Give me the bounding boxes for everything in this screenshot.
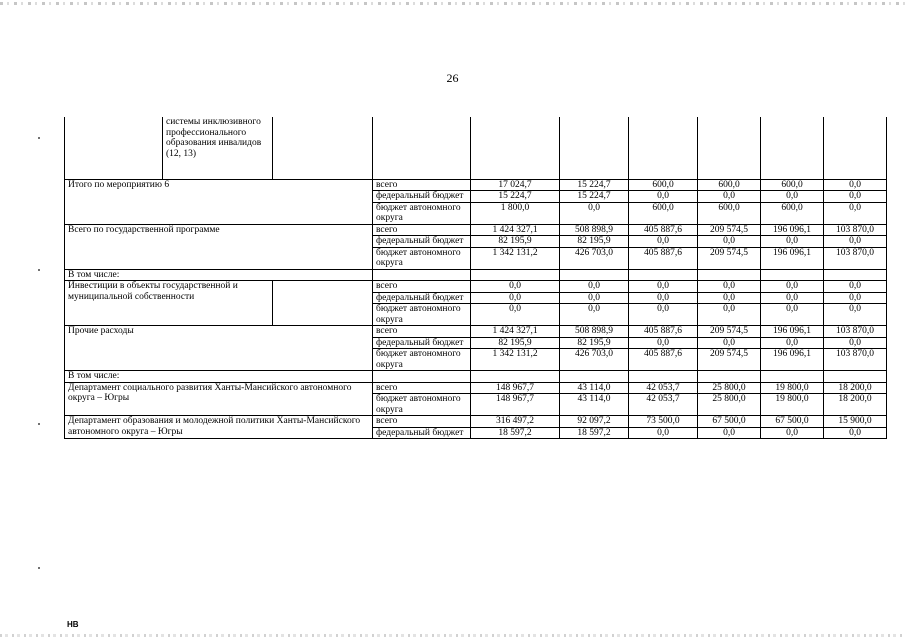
- cell-value: 0,0: [824, 292, 887, 304]
- section-title: Департамент образования и молодежной политики Ханты-Мансийского автономного округа – Югры: [65, 416, 373, 439]
- cell-value: 0,0: [761, 427, 824, 439]
- cell-value: 0,0: [560, 202, 629, 224]
- carry-over-row: [65, 117, 887, 179]
- funding-source: бюджет автономного округа: [373, 394, 471, 416]
- cell-value: 0,0: [824, 281, 887, 293]
- cell-value: 405 887,6: [629, 247, 698, 269]
- cell-value: 0,0: [560, 281, 629, 293]
- cell-value: 0,0: [629, 292, 698, 304]
- cell-value: 209 574,5: [698, 326, 761, 338]
- cell-value: 43 114,0: [560, 382, 629, 394]
- cell-value: 0,0: [824, 179, 887, 191]
- cell-value: 103 870,0: [824, 247, 887, 269]
- including-label: В том числе:: [65, 269, 373, 281]
- cell-value: 0,0: [560, 304, 629, 326]
- cell-value: 18 200,0: [824, 382, 887, 394]
- cell-total: 17 024,7: [471, 179, 560, 191]
- cell-value: 600,0: [629, 179, 698, 191]
- funding-source: федеральный бюджет: [373, 191, 471, 203]
- cell-value: 196 096,1: [761, 247, 824, 269]
- cell-total: 1 342 131,2: [471, 349, 560, 371]
- cell-value: 103 870,0: [824, 349, 887, 371]
- funding-source: всего: [373, 179, 471, 191]
- cell-value: 73 500,0: [629, 416, 698, 428]
- cell-value: 0,0: [629, 337, 698, 349]
- cell-value: 0,0: [560, 292, 629, 304]
- cell-value: 25 800,0: [698, 382, 761, 394]
- cell-value: 426 703,0: [560, 247, 629, 269]
- cell-value: 0,0: [698, 281, 761, 293]
- cell-total: 316 497,2: [471, 416, 560, 428]
- section-title: Всего по государственной программе: [65, 224, 373, 269]
- punch-dot: [38, 423, 40, 425]
- funding-source: бюджет автономного округа: [373, 202, 471, 224]
- cell-value: 600,0: [761, 179, 824, 191]
- punch-dot: [38, 567, 40, 569]
- cell-value: 0,0: [761, 337, 824, 349]
- cell-value: 196 096,1: [761, 224, 824, 236]
- cell-value: 0,0: [698, 191, 761, 203]
- funding-source: федеральный бюджет: [373, 292, 471, 304]
- cell-total: 148 967,7: [471, 382, 560, 394]
- table-row: [65, 179, 887, 191]
- cell-value: 405 887,6: [629, 224, 698, 236]
- cell-value: 18 597,2: [560, 427, 629, 439]
- cell-value: 0,0: [761, 191, 824, 203]
- cell-value: 196 096,1: [761, 349, 824, 371]
- cell-value: 0,0: [629, 191, 698, 203]
- cell-total: 15 224,7: [471, 191, 560, 203]
- cell-total: 82 195,9: [471, 337, 560, 349]
- punch-dot: [38, 269, 40, 271]
- cell-total: 1 800,0: [471, 202, 560, 224]
- funding-source: федеральный бюджет: [373, 337, 471, 349]
- cell-value: 600,0: [629, 202, 698, 224]
- cell-value: 0,0: [824, 236, 887, 248]
- cell-value: 0,0: [629, 281, 698, 293]
- cell-value: 426 703,0: [560, 349, 629, 371]
- cell-total: 1 342 131,2: [471, 247, 560, 269]
- cell-value: 0,0: [761, 304, 824, 326]
- cell-total: 1 424 327,1: [471, 224, 560, 236]
- cell-value: 600,0: [698, 179, 761, 191]
- cell-value: 67 500,0: [698, 416, 761, 428]
- funding-source: всего: [373, 416, 471, 428]
- cell-value: 0,0: [824, 427, 887, 439]
- funding-source: бюджет автономного округа: [373, 247, 471, 269]
- funding-source: бюджет автономного округа: [373, 304, 471, 326]
- funding-source: федеральный бюджет: [373, 427, 471, 439]
- cell-value: 15 900,0: [824, 416, 887, 428]
- table-row: [65, 382, 887, 394]
- funding-source: всего: [373, 326, 471, 338]
- cell-value: 600,0: [761, 202, 824, 224]
- cell-total: 1 424 327,1: [471, 326, 560, 338]
- cell-total: 0,0: [471, 304, 560, 326]
- cell-value: 43 114,0: [560, 394, 629, 416]
- section-title: Департамент социального развития Ханты-Мансийского автономного округа – Югры: [65, 382, 373, 416]
- cell-value: 405 887,6: [629, 349, 698, 371]
- cell-value: 19 800,0: [761, 394, 824, 416]
- cell-value: 508 898,9: [560, 224, 629, 236]
- cell-value: 209 574,5: [698, 349, 761, 371]
- funding-source: всего: [373, 224, 471, 236]
- cell-value: 0,0: [698, 337, 761, 349]
- cell-value: 196 096,1: [761, 326, 824, 338]
- page-number: 26: [446, 71, 459, 85]
- table-row: [65, 371, 887, 383]
- cell-value: 209 574,5: [698, 224, 761, 236]
- cell-value: 0,0: [824, 191, 887, 203]
- cell-value: 600,0: [698, 202, 761, 224]
- cell-value: 0,0: [698, 304, 761, 326]
- cell-value: 0,0: [629, 236, 698, 248]
- funding-source: всего: [373, 281, 471, 293]
- scan-edge-bottom: [0, 634, 905, 637]
- cell-value: 0,0: [629, 427, 698, 439]
- cell-value: 82 195,9: [560, 337, 629, 349]
- cell-total: 18 597,2: [471, 427, 560, 439]
- cell-total: 0,0: [471, 281, 560, 293]
- cell-value: 0,0: [629, 304, 698, 326]
- carry-over-text: системы инклюзивного профессионального образования инвалидов (12, 13): [163, 117, 273, 179]
- cell-value: 15 224,7: [560, 191, 629, 203]
- cell-value: 0,0: [698, 427, 761, 439]
- cell-value: 0,0: [761, 236, 824, 248]
- cell-value: 92 097,2: [560, 416, 629, 428]
- table-row: [65, 281, 887, 293]
- section-title: Итого по мероприятию 6: [65, 179, 373, 224]
- footer-mark: НВ: [67, 620, 79, 629]
- cell-value: 82 195,9: [560, 236, 629, 248]
- table-row: [65, 224, 887, 236]
- cell-value: 15 224,7: [560, 179, 629, 191]
- cell-value: 42 053,7: [629, 382, 698, 394]
- cell-value: 18 200,0: [824, 394, 887, 416]
- punch-dot: [38, 137, 40, 139]
- cell-value: 405 887,6: [629, 326, 698, 338]
- scan-edge-top: [0, 2, 905, 5]
- table-row: [65, 416, 887, 428]
- cell-total: 0,0: [471, 292, 560, 304]
- funding-source: всего: [373, 382, 471, 394]
- table-row: [65, 326, 887, 338]
- cell-value: 0,0: [824, 202, 887, 224]
- section-title: Прочие расходы: [65, 326, 373, 371]
- cell-value: 67 500,0: [761, 416, 824, 428]
- cell-total: 82 195,9: [471, 236, 560, 248]
- cell-value: 0,0: [698, 236, 761, 248]
- section-title: Инвестиции в объекты государственной и муниципальной собственности: [65, 281, 273, 326]
- cell-value: 42 053,7: [629, 394, 698, 416]
- cell-total: 148 967,7: [471, 394, 560, 416]
- cell-value: 19 800,0: [761, 382, 824, 394]
- table-row: [65, 269, 887, 281]
- cell-value: 508 898,9: [560, 326, 629, 338]
- cell-value: 209 574,5: [698, 247, 761, 269]
- cell-value: 0,0: [761, 292, 824, 304]
- cell-value: 0,0: [761, 281, 824, 293]
- cell-value: 103 870,0: [824, 224, 887, 236]
- budget-table: [64, 117, 887, 439]
- funding-source: федеральный бюджет: [373, 236, 471, 248]
- cell-value: 0,0: [824, 304, 887, 326]
- cell-value: 25 800,0: [698, 394, 761, 416]
- cell-value: 103 870,0: [824, 326, 887, 338]
- cell-value: 0,0: [824, 337, 887, 349]
- including-label: В том числе:: [65, 371, 373, 383]
- cell-value: 0,0: [698, 292, 761, 304]
- funding-source: бюджет автономного округа: [373, 349, 471, 371]
